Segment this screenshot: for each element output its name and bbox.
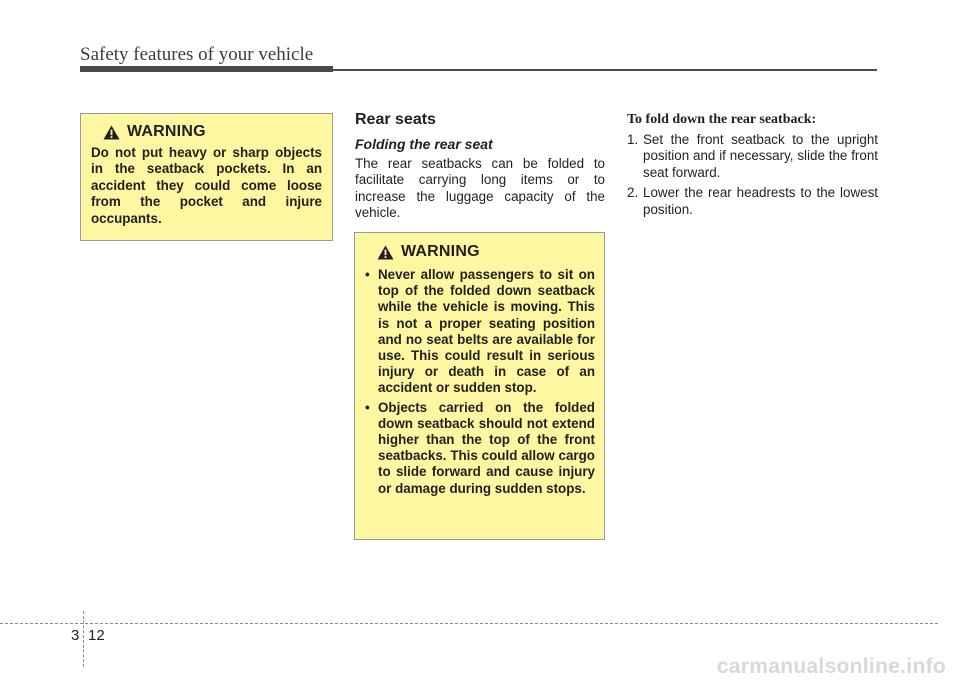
step-text: Lower the rear headrests to the lowest position. bbox=[643, 185, 878, 217]
warning-bullet-list bbox=[364, 267, 595, 497]
header-title: Safety features of your vehicle bbox=[80, 44, 314, 65]
warning-header bbox=[377, 243, 595, 261]
footer-rule bbox=[0, 623, 938, 624]
watermark: carmanualsonline.info bbox=[716, 655, 946, 678]
warning-header bbox=[103, 123, 322, 141]
warning-bullet-objects bbox=[364, 400, 595, 497]
warning-triangle-icon bbox=[103, 125, 120, 140]
bullet-text: Objects carried on the folded down seatback should not extend higher than the top of the front seatbacks. This could allow cargo to slide forward and cause injury or damage during sudden stops. bbox=[378, 399, 595, 496]
warning-label: WARNING bbox=[401, 243, 480, 260]
chapter-number: 3 bbox=[71, 627, 80, 644]
step-number: 1. bbox=[627, 132, 639, 147]
page-number: 12 bbox=[88, 627, 105, 644]
section-paragraph: The rear seatbacks can be folded to facilitate carrying long items or to increase the luggage capacity of the vehicle. bbox=[355, 156, 605, 221]
procedure-title: To fold down the rear seatback: bbox=[627, 112, 817, 127]
step-number: 2. bbox=[627, 185, 639, 201]
bullet-text: Never allow passengers to sit on top of the folded down seatback while the vehicle is moving. This is not a proper seating position and no seat belts are available for use. This could result in serious injury or death in case of an accident or sudden stop. bbox=[378, 267, 595, 396]
procedure-steps bbox=[627, 132, 878, 222]
subsection-title: Folding the rear seat bbox=[355, 136, 493, 152]
warning-triangle-icon bbox=[377, 245, 394, 260]
warning-label: WARNING bbox=[127, 123, 206, 140]
section-title: Rear seats bbox=[355, 111, 436, 128]
footer-divider bbox=[83, 611, 84, 667]
procedure-step-1 bbox=[627, 132, 878, 181]
procedure-step-2 bbox=[627, 185, 878, 218]
warning-box-seatback-pockets bbox=[80, 113, 333, 241]
header-rule-thin bbox=[333, 69, 877, 71]
step-text: Set the front seatback to the upright position and if necessary, slide the front seat forward. bbox=[643, 132, 878, 180]
warning-box-folded-seatback bbox=[354, 232, 605, 540]
bullet-marker: • bbox=[365, 399, 370, 415]
header-rule-thick bbox=[80, 66, 333, 72]
warning-bullet-passengers bbox=[364, 267, 595, 397]
warning-text: Do not put heavy or sharp objects in the seatback pockets. In an accident they could come loose from the pocket and injure occupants. bbox=[91, 145, 322, 226]
bullet-marker: • bbox=[365, 267, 370, 282]
